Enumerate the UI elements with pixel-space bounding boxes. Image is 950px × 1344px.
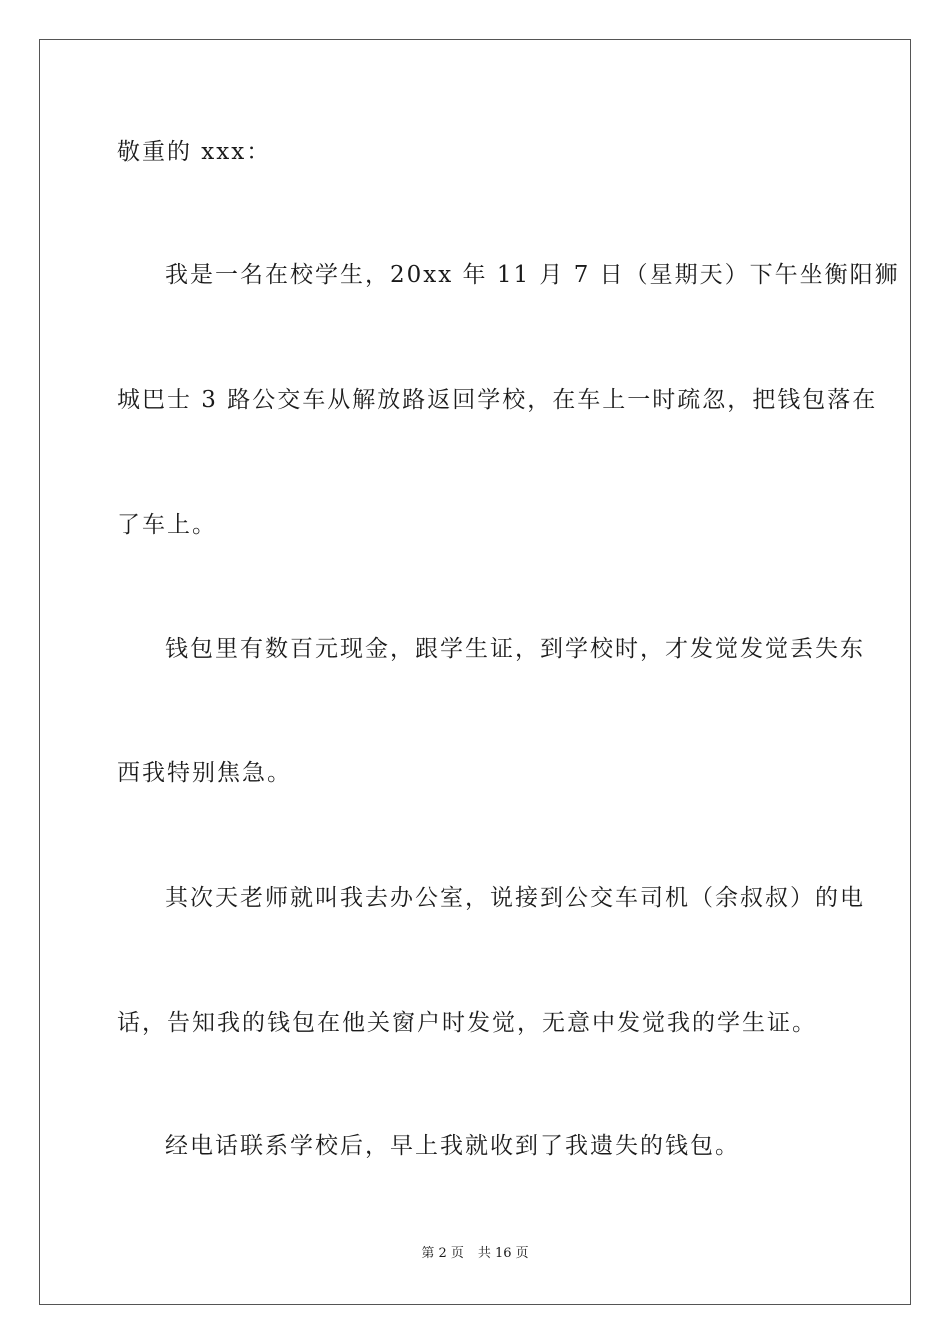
salutation: 敬重的 xxx： — [117, 139, 272, 165]
paragraph-line-1: 我是一名在校学生，20xx 年 11 月 7 日（星期天）下午坐衡阳狮 — [165, 262, 900, 288]
page-number: 第 2 页 — [421, 1246, 464, 1261]
paragraph-line-3: 了车上。 — [117, 512, 217, 538]
page-footer — [0, 1245, 950, 1263]
paragraph-line-4: 钱包里有数百元现金，跟学生证，到学校时，才发觉发觉丢失东 — [165, 636, 865, 662]
paragraph-line-8: 经电话联系学校后，早上我就收到了我遗失的钱包。 — [165, 1133, 740, 1159]
paragraph-line-7: 话，告知我的钱包在他关窗户时发觉，无意中发觉我的学生证。 — [117, 1010, 817, 1036]
paragraph-line-6: 其次天老师就叫我去办公室，说接到公交车司机（余叔叔）的电 — [165, 885, 865, 911]
paragraph-line-5: 西我特别焦急。 — [117, 760, 292, 786]
paragraph-line-2: 城巴士 3 路公交车从解放路返回学校，在车上一时疏忽，把钱包落在 — [117, 387, 878, 413]
page-border — [39, 39, 911, 1305]
page-total: 共 16 页 — [477, 1246, 529, 1261]
